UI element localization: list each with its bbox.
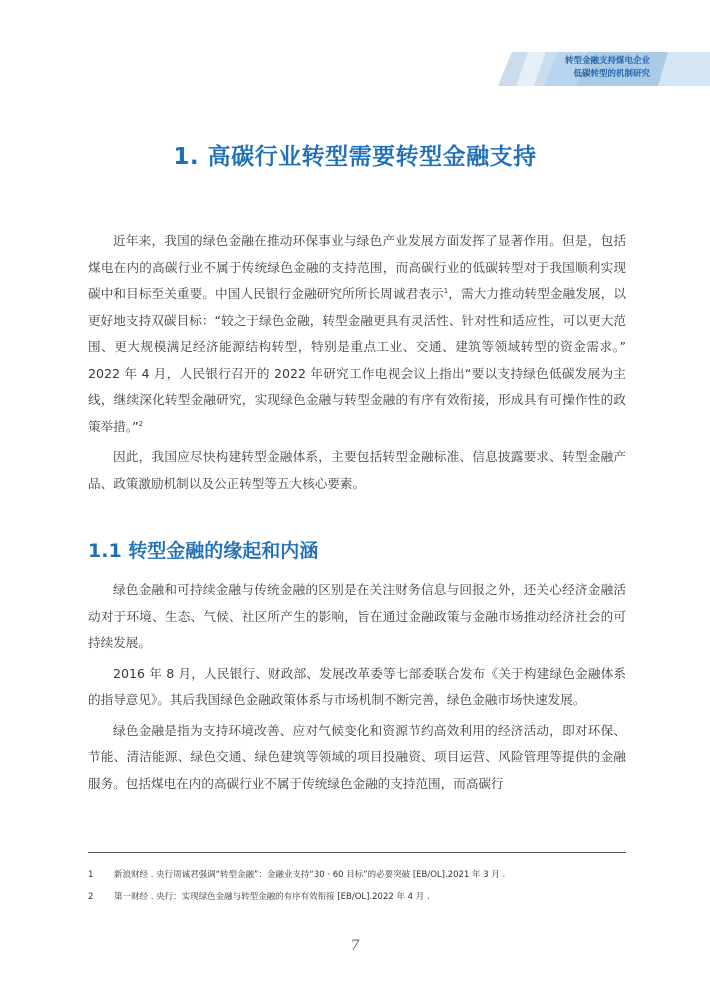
page-number: 7	[350, 938, 360, 954]
header-title-line1: 转型金融支持煤电企业	[564, 56, 650, 66]
footnote-text: 第一财经 . 央行：实现绿色金融与转型金融的有序有效衔接 [EB/OL].2022 年 4 月 .	[114, 892, 430, 902]
footnote-divider	[88, 852, 626, 853]
section-paragraph-2: 因此，我国应尽快构建转型金融体系，主要包括转型金融标准、信息披露要求、转型金融产品、政策激励机制以及公正转型等五大核心要素。	[88, 449, 626, 491]
footnote-number: 1	[88, 870, 94, 880]
section-paragraph-1-part-b: ，需大力推动转型金融发展，以更好地支持双碳目标：“较之于绿色金融，转型金融更具有灵活性、针对性和适应性，可以更大范围、更大规模满足经济能源结构转型，特别是重点工业、交通、建筑等领域转型的资金需求。” 2022 年 4 月，人民银行召开的 2022 年研究工作电视会议上指出“要以支持绿色低碳发展为主线，继续深化转型金融研究，实现绿色金融与转型金融的有序有效衔接，形成具有可操作性的政策举措。”	[88, 286, 626, 434]
section-body	[88, 228, 626, 501]
subsection-paragraph-1: 绿色金融和可持续金融与传统金融的区别是在关注财务信息与回报之外，还关心经济金融活动对于环境、生态、气候、社区所产生的影响，旨在通过金融政策与金融市场推动经济社会的可持续发展。	[88, 582, 626, 650]
footnote-1	[88, 864, 648, 886]
subsection-heading: 1.1 转型金融的缘起和内涵	[88, 540, 319, 562]
header-title	[565, 55, 650, 81]
footnotes	[88, 864, 648, 908]
footnote-ref-1: 1	[443, 286, 449, 295]
subsection-body	[88, 577, 626, 801]
subsection-paragraph-3: 绿色金融是指为支持环境改善、应对气候变化和资源节约高效利用的经济活动，即对环保、节能、清洁能源、绿色交通、绿色建筑等领域的项目投融资、项目运营、风险管理等提供的金融服务。包括煤电在内的高碳行业不属于传统绿色金融的支持范围，而高碳行	[88, 722, 626, 791]
section-paragraph-1	[88, 228, 626, 440]
section-heading: 1. 高碳行业转型需要转型金融支持	[173, 144, 537, 170]
header-title-line2: 低碳转型的机制研究	[573, 69, 650, 79]
footnote-ref-2: 2	[138, 419, 144, 428]
subsection-paragraph-2: 2016 年 8 月，人民银行、财政部、发展改革委等七部委联合发布《关于构建绿色金融体系的指导意见》。其后我国绿色金融政策体系与市场机制不断完善，绿色金融市场快速发展。	[88, 665, 626, 707]
footnote-text: 新浪财经 . 央行周诚君强调“转型金融”：金融业支持“30 · 60 目标”的必要突破 [EB/OL].2021 年 3 月 .	[114, 870, 506, 880]
footnote-number: 2	[88, 892, 94, 902]
section-paragraph-1-part-a: 近年来，我国的绿色金融在推动环保事业与绿色产业发展方面发挥了显著作用。但是，包括煤电在内的高碳行业不属于传统绿色金融的支持范围，而高碳行业的低碳转型对于我国顺利实现碳中和目标至关重要。中国人民银行金融研究所所长周诚君表示	[88, 233, 626, 301]
footnote-2	[88, 886, 648, 908]
